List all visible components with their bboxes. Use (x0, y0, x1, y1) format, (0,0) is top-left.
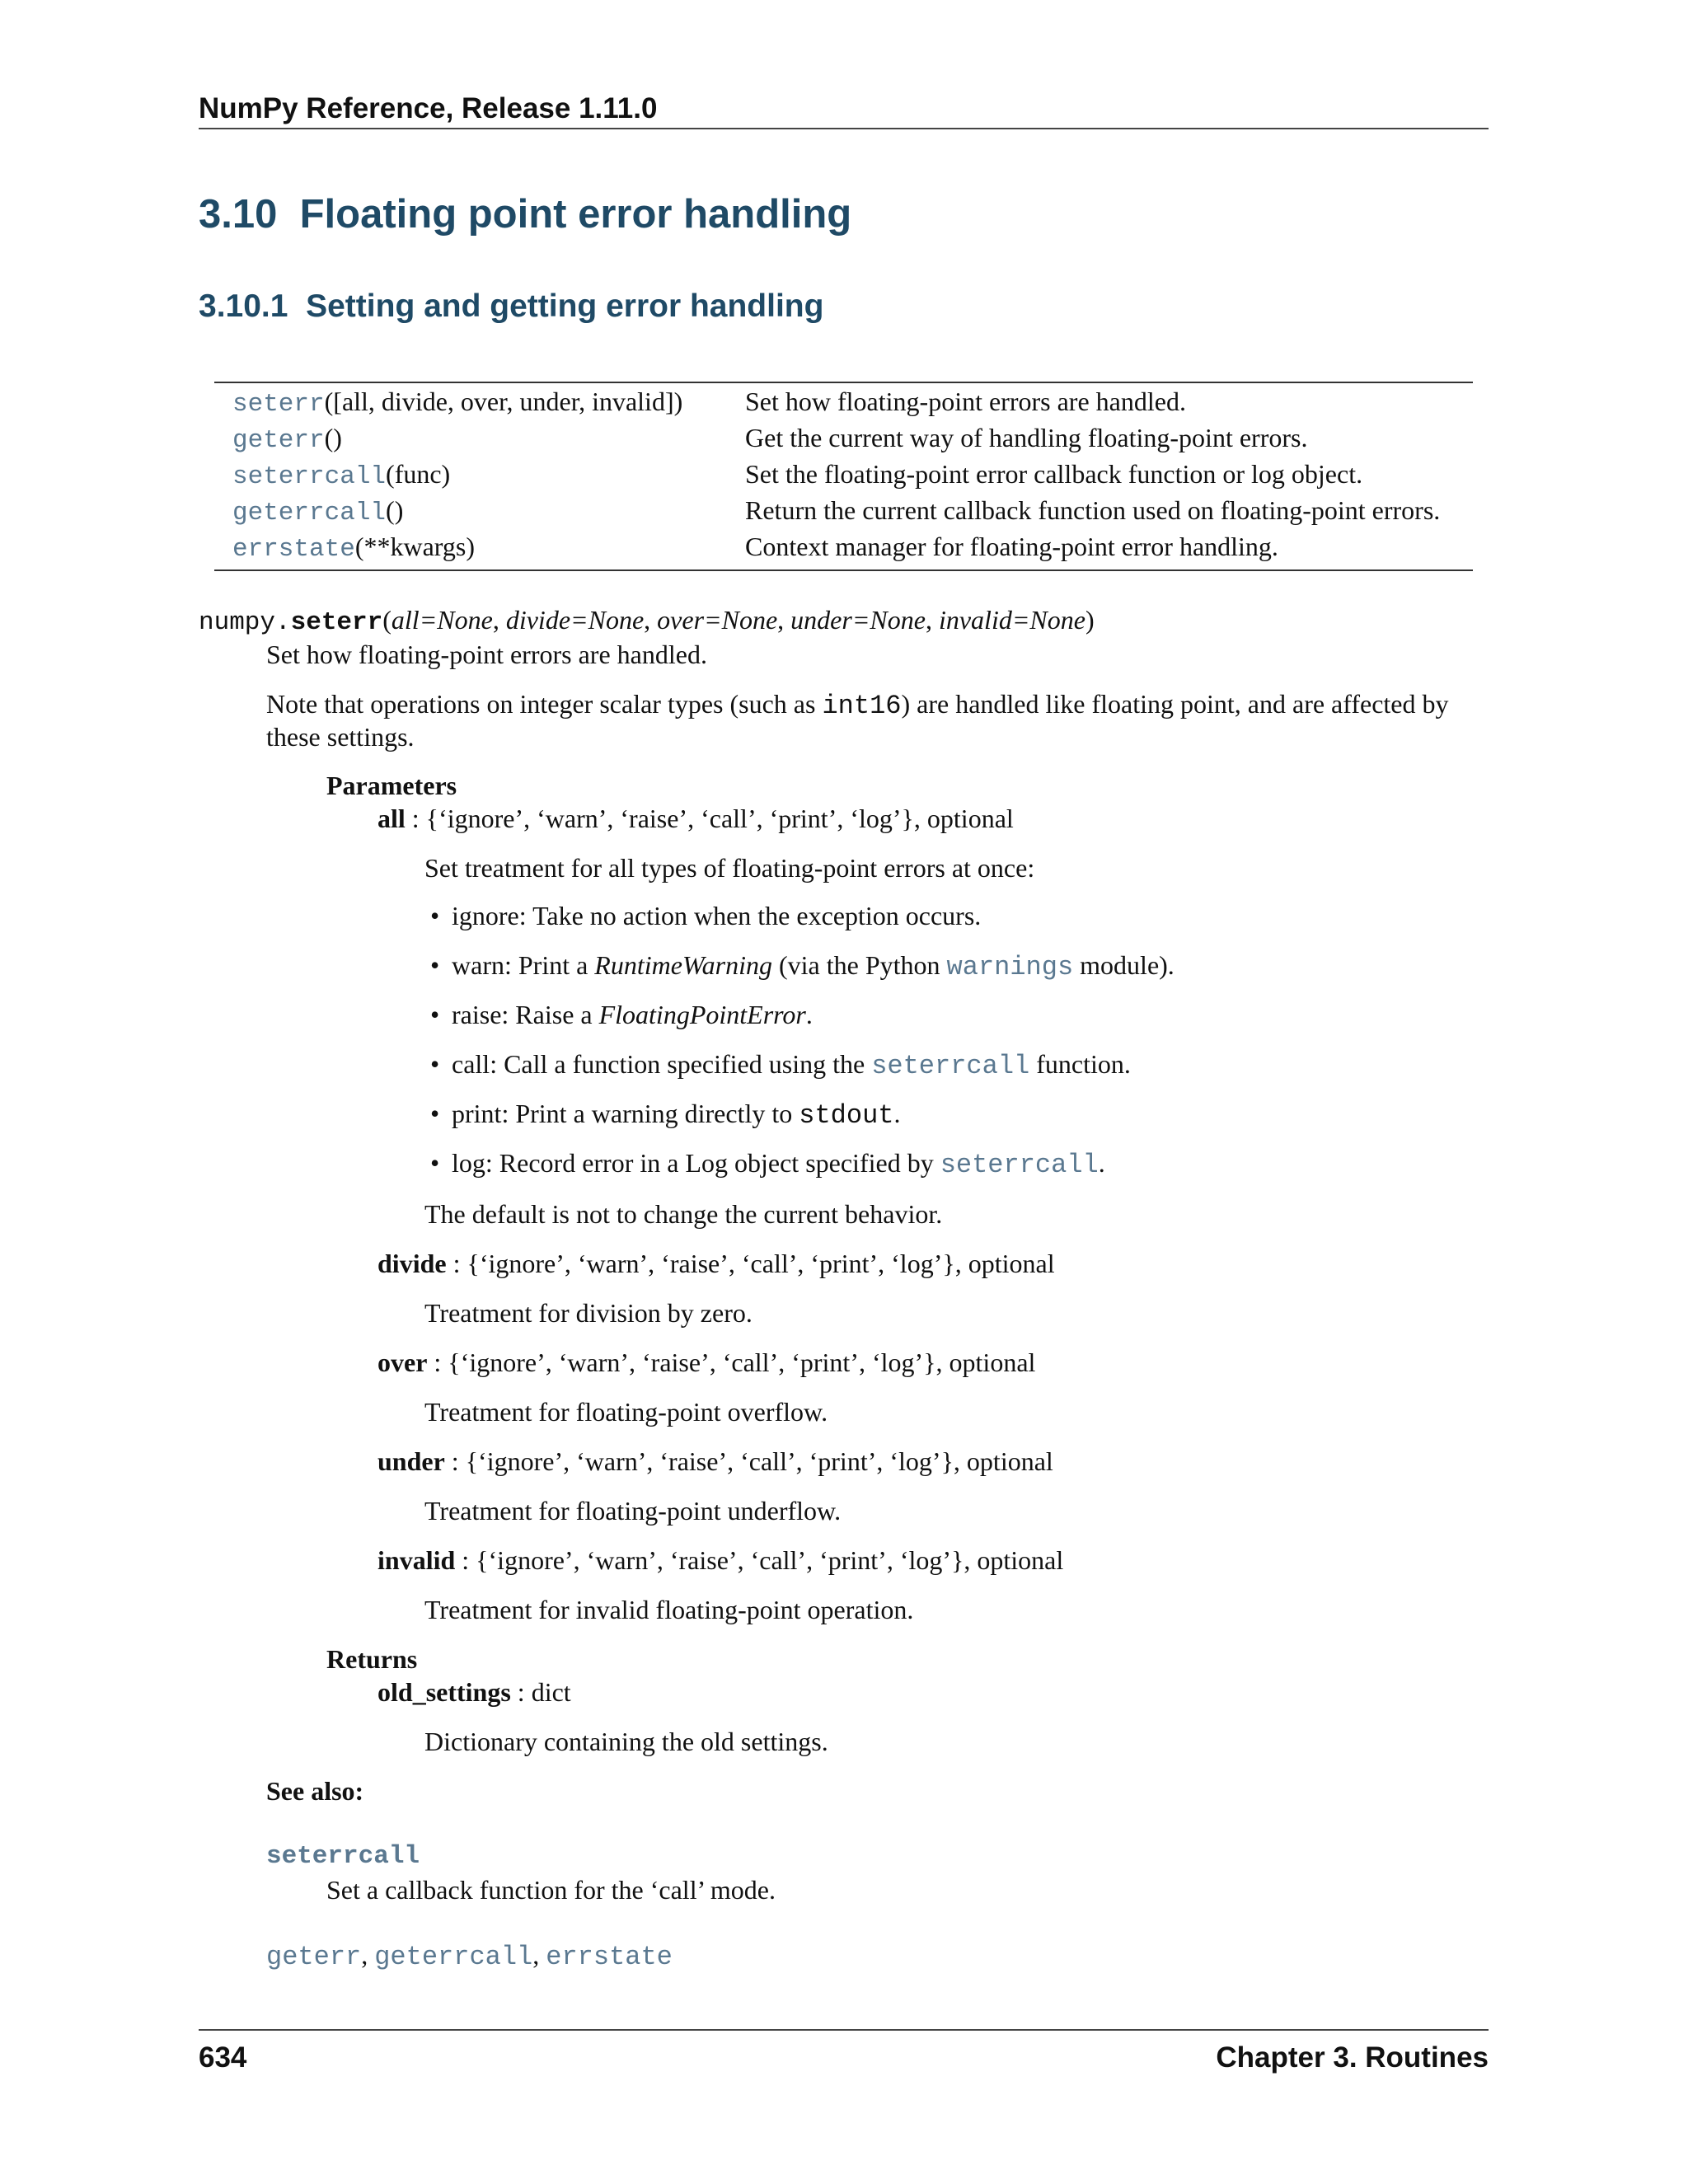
bullet-warn (430, 950, 1175, 982)
floatingpointerror-ref: FloatingPointError (598, 1000, 806, 1029)
bullet-icon: • (430, 1148, 440, 1178)
param-invalid-desc: Treatment for invalid floating-point operation. (424, 1595, 914, 1624)
param-under-default: under=None (790, 605, 926, 635)
bullet-text: . (893, 1099, 901, 1128)
geterr-link[interactable]: geterr (232, 426, 325, 455)
footer-rule (199, 2029, 1489, 2031)
bullet-text: (via the Python (772, 950, 947, 980)
errstate-link[interactable]: errstate (232, 535, 355, 564)
returns-heading: Returns (326, 1644, 418, 1674)
bullet-text: print: Print a warning directly to (452, 1099, 799, 1128)
param-divide-desc: Treatment for division by zero. (424, 1298, 753, 1328)
param-divide-default: divide=None (505, 605, 645, 635)
bullet-icon: • (430, 1000, 440, 1029)
param-invalid (377, 1544, 1063, 1577)
param-all-default: all=None (391, 605, 493, 635)
section-title (199, 191, 851, 237)
param-type: : {‘ignore’, ‘warn’, ‘raise’, ‘call’, ‘print’, ‘log’}, optional (405, 804, 1014, 833)
function-args: (func) (386, 459, 451, 489)
function-description: Set how floating-point errors are handled. (745, 387, 1186, 416)
header-rule (199, 128, 1489, 129)
see-also-seterrcall-link[interactable]: seterrcall (266, 1842, 420, 1871)
summary-table (214, 382, 1473, 571)
geterr-link[interactable]: geterr (266, 1942, 362, 1972)
table-row (214, 530, 1473, 570)
return-value (377, 1675, 571, 1708)
param-name: invalid (377, 1545, 456, 1575)
bullet-text: ignore: Take no action when the exception occurs. (452, 901, 982, 930)
signature-comma: , (777, 605, 791, 635)
separator: , (532, 1940, 546, 1970)
bullet-text: call: Call a function specified using the (452, 1049, 872, 1079)
bullet-icon: • (430, 901, 440, 930)
warnings-link[interactable]: warnings (946, 952, 1074, 982)
param-over (377, 1346, 1035, 1379)
bullet-call (430, 1049, 1131, 1081)
stdout-code: stdout (799, 1100, 894, 1131)
geterrcall-link[interactable]: geterrcall (374, 1942, 533, 1972)
param-type: : {‘ignore’, ‘warn’, ‘raise’, ‘call’, ‘print’, ‘log’}, optional (427, 1347, 1036, 1377)
subsection-title-text: Setting and getting error handling (306, 288, 824, 324)
bullet-text: function. (1029, 1049, 1131, 1079)
parameters-heading: Parameters (326, 771, 457, 800)
function-args: () (324, 423, 342, 452)
signature-module: numpy. (199, 608, 291, 637)
bullet-text: module). (1073, 950, 1175, 980)
signature-comma: , (925, 605, 939, 635)
bullet-raise (430, 1000, 813, 1030)
section-title-text: Floating point error handling (299, 192, 852, 237)
signature-comma: , (644, 605, 658, 635)
function-description: Set the floating-point error callback function or log object. (745, 459, 1363, 489)
note-text: Note that operations on integer scalar types (such as (266, 689, 823, 719)
table-row (214, 457, 1473, 494)
param-name: divide (377, 1249, 447, 1278)
section-number: 3.10 (199, 192, 278, 237)
bullet-icon: • (430, 950, 440, 980)
bullet-print (430, 1099, 901, 1131)
table-row (214, 494, 1473, 530)
table-row (214, 421, 1473, 457)
return-type: : dict (510, 1677, 571, 1707)
subsection-title (199, 288, 823, 325)
return-desc: Dictionary containing the old settings. (424, 1727, 828, 1756)
function-note-line2: these settings. (266, 722, 415, 752)
function-args: () (386, 495, 404, 525)
function-args: ([all, divide, over, under, invalid]) (324, 387, 683, 416)
chapter-title: Chapter 3. Routines (1216, 2041, 1489, 2074)
function-note (266, 687, 1448, 723)
param-all-default: The default is not to change the current behavior. (424, 1199, 943, 1229)
see-also-seterrcall-desc: Set a callback function for the ‘call’ mode. (326, 1875, 776, 1905)
separator: , (361, 1940, 375, 1970)
bullet-icon: • (430, 1049, 440, 1079)
param-invalid-default: invalid=None (938, 605, 1085, 635)
bullet-text: . (1098, 1148, 1105, 1178)
function-summary: Set how floating-point errors are handled. (266, 640, 707, 669)
function-signature (199, 605, 1095, 637)
running-header: NumPy Reference, Release 1.11.0 (199, 92, 658, 124)
param-all (377, 802, 1014, 835)
signature-comma: , (492, 605, 506, 635)
param-divide (377, 1247, 1055, 1280)
geterrcall-link[interactable]: geterrcall (232, 499, 387, 527)
function-description: Context manager for floating-point error handling. (745, 532, 1278, 561)
seterr-link[interactable]: seterr (232, 390, 325, 419)
bullet-text: . (805, 1000, 813, 1029)
param-over-desc: Treatment for floating-point overflow. (424, 1397, 828, 1427)
seterrcall-link[interactable]: seterrcall (940, 1150, 1099, 1180)
runtimewarning-ref: RuntimeWarning (594, 950, 772, 980)
see-also-heading: See also: (266, 1776, 364, 1806)
seterrcall-link[interactable]: seterrcall (232, 462, 387, 491)
return-name: old_settings (377, 1677, 511, 1707)
bullet-icon: • (430, 1099, 440, 1128)
param-under-desc: Treatment for floating-point underflow. (424, 1496, 842, 1526)
page-number: 634 (199, 2041, 247, 2074)
param-under (377, 1445, 1053, 1478)
errstate-link[interactable]: errstate (546, 1942, 673, 1972)
param-name: under (377, 1446, 445, 1476)
signature-function: seterr (290, 608, 383, 637)
signature-close-paren: ) (1085, 605, 1095, 635)
function-description: Return the current callback function used on floating-point errors. (745, 495, 1441, 525)
param-type: : {‘ignore’, ‘warn’, ‘raise’, ‘call’, ‘print’, ‘log’}, optional (446, 1249, 1055, 1278)
param-name: all (377, 804, 406, 833)
bullet-log (430, 1148, 1105, 1180)
function-args: (**kwargs) (354, 532, 475, 561)
bullet-text: log: Record error in a Log object specified by (452, 1148, 940, 1178)
bullet-text: raise: Raise a (452, 1000, 599, 1029)
param-type: : {‘ignore’, ‘warn’, ‘raise’, ‘call’, ‘print’, ‘log’}, optional (455, 1545, 1064, 1575)
function-description: Get the current way of handling floating-point errors. (745, 423, 1308, 452)
table-row (214, 382, 1473, 421)
param-over-default: over=None (657, 605, 778, 635)
see-also-links (266, 1938, 673, 1974)
note-text: ) are handled like floating point, and are affected by (901, 689, 1449, 719)
seterrcall-link[interactable]: seterrcall (871, 1051, 1030, 1081)
param-all-desc: Set treatment for all types of floating-point errors at once: (424, 853, 1035, 883)
signature-open-paren: ( (382, 605, 392, 635)
subsection-number: 3.10.1 (199, 288, 288, 324)
param-name: over (377, 1347, 428, 1377)
param-type: : {‘ignore’, ‘warn’, ‘raise’, ‘call’, ‘print’, ‘log’}, optional (444, 1446, 1053, 1476)
bullet-text: warn: Print a (452, 950, 595, 980)
bullet-ignore (430, 901, 982, 931)
int16-code: int16 (822, 691, 902, 721)
